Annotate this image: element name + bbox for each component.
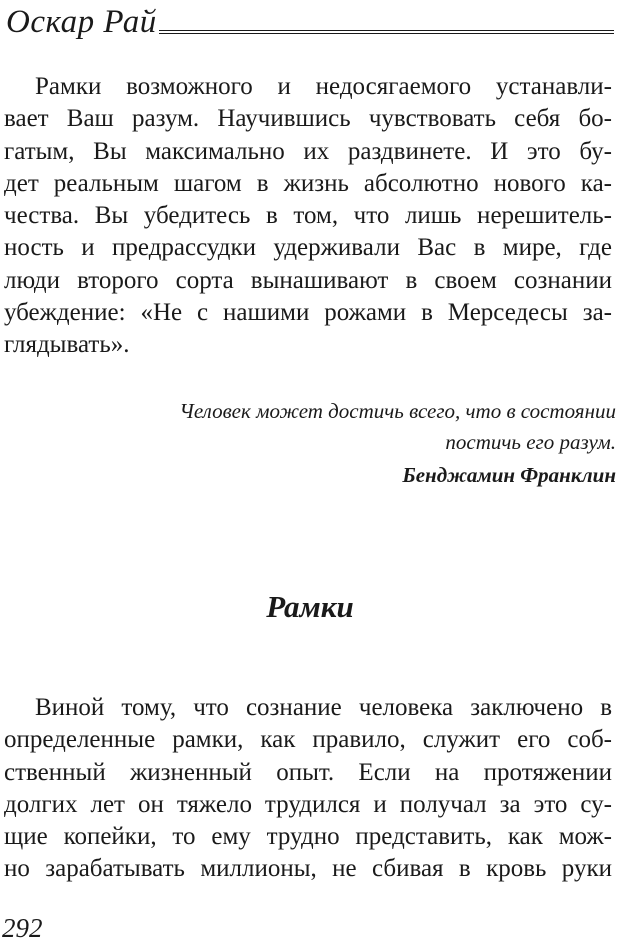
text-line: но зарабатывать миллионы, не сбивая в кровь руки: [4, 855, 612, 883]
text-line: дет реальным шагом в жизнь абсолютно нового ка-: [4, 169, 612, 197]
text-line: убеждение: «Не с нашими рожами в Мерседесы за-: [4, 299, 612, 327]
text-line: щие копейки, то ему трудно представить, как мож-: [4, 823, 612, 851]
epigraph-quote-line: Человек может достичь всего, что в состоянии: [179, 399, 616, 423]
chapter-title: Рамки: [266, 589, 354, 624]
text-line: ность и предрассудки удерживали Вас в мире, где: [4, 234, 612, 262]
text-line: гатым, Вы максимально их раздвинете. И это бу-: [4, 137, 612, 165]
paragraph-1: [4, 71, 612, 362]
epigraph: [56, 396, 616, 491]
page-header: [6, 2, 614, 42]
text-line: ственный жизненный опыт. Если на протяжении: [4, 758, 612, 786]
running-head-title: Оскар Рай: [6, 4, 157, 40]
text-line: люди второго сорта вынашивают в своем сознании: [4, 266, 612, 294]
text-line: Виной тому, что сознание человека заключено в: [35, 694, 612, 721]
header-rule: [159, 30, 614, 34]
text-line: чества. Вы убедитесь в том, что лишь нерешитель-: [4, 202, 612, 230]
text-line: определенные рамки, как правило, служит его соб-: [4, 726, 612, 754]
text-line: Рамки возможного и недосягаемого устанавли-: [35, 73, 612, 100]
paragraph-2: [4, 692, 612, 886]
text-line: долгих лет он тяжело трудился и получал за это су-: [4, 790, 612, 818]
page-number: 292: [2, 913, 43, 943]
text-line: вает Ваш разум. Научившись чувствовать себя бо-: [4, 105, 612, 133]
epigraph-author: Бенджамин Франклин: [402, 463, 616, 487]
text-line: глядывать».: [4, 331, 130, 359]
epigraph-quote-line: постичь его разум.: [445, 430, 616, 454]
